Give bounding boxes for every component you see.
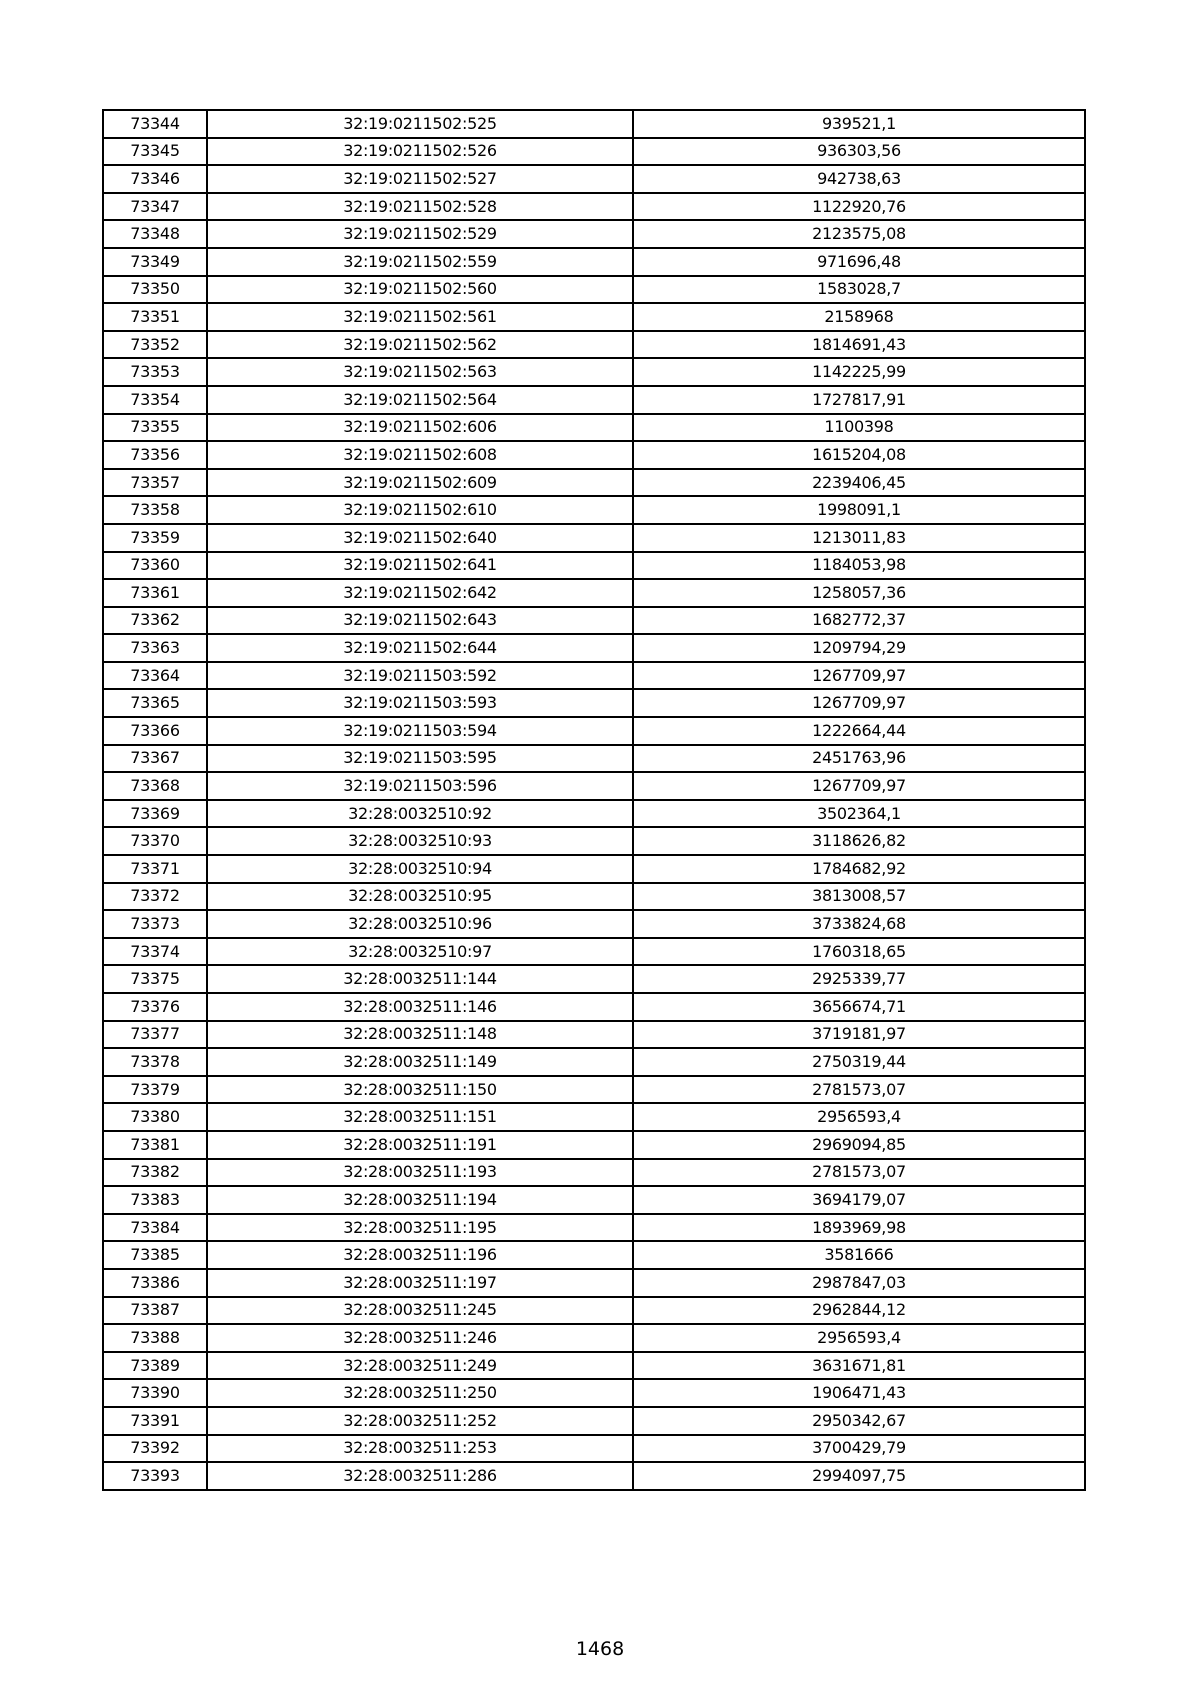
row-number-cell: 73347 [103,193,207,221]
cadastral-number-cell: 32:28:0032510:96 [207,910,633,938]
cadastral-value-cell: 3700429,79 [633,1435,1085,1463]
table-row [103,993,1085,1021]
cadastral-value-cell: 3733824,68 [633,910,1085,938]
row-number-cell: 73382 [103,1159,207,1187]
cadastral-value-cell: 1267709,97 [633,772,1085,800]
table-row [103,414,1085,442]
cadastral-value-cell: 1998091,1 [633,496,1085,524]
row-number-cell: 73361 [103,579,207,607]
row-number-cell: 73375 [103,965,207,993]
cadastral-value-cell: 3502364,1 [633,800,1085,828]
cadastral-value-cell: 2123575,08 [633,220,1085,248]
table-row [103,110,1085,138]
row-number-cell: 73371 [103,855,207,883]
cadastral-number-cell: 32:28:0032511:150 [207,1076,633,1104]
row-number-cell: 73359 [103,524,207,552]
row-number-cell: 73366 [103,717,207,745]
cadastral-value-cell: 2987847,03 [633,1269,1085,1297]
cadastral-value-cell: 1906471,43 [633,1379,1085,1407]
cadastral-value-cell: 1814691,43 [633,331,1085,359]
cadastral-value-cell: 2750319,44 [633,1048,1085,1076]
cadastral-number-cell: 32:28:0032511:148 [207,1021,633,1049]
row-number-cell: 73348 [103,220,207,248]
row-number-cell: 73384 [103,1214,207,1242]
table-row [103,276,1085,304]
row-number-cell: 73367 [103,745,207,773]
cadastral-value-table [102,109,1086,1491]
cadastral-number-cell: 32:28:0032510:93 [207,827,633,855]
cadastral-value-cell: 2451763,96 [633,745,1085,773]
row-number-cell: 73393 [103,1462,207,1490]
cadastral-value-cell: 1267709,97 [633,689,1085,717]
row-number-cell: 73373 [103,910,207,938]
cadastral-number-cell: 32:19:0211503:592 [207,662,633,690]
cadastral-number-cell: 32:19:0211503:593 [207,689,633,717]
cadastral-number-cell: 32:28:0032510:92 [207,800,633,828]
row-number-cell: 73360 [103,552,207,580]
table-row [103,1407,1085,1435]
cadastral-value-cell: 1258057,36 [633,579,1085,607]
table-row [103,552,1085,580]
table-row [103,1352,1085,1380]
table-row [103,248,1085,276]
row-number-cell: 73364 [103,662,207,690]
table-row [103,524,1085,552]
table-row [103,138,1085,166]
row-number-cell: 73389 [103,1352,207,1380]
row-number-cell: 73351 [103,303,207,331]
table-row [103,1214,1085,1242]
row-number-cell: 73386 [103,1269,207,1297]
cadastral-value-cell: 1583028,7 [633,276,1085,304]
row-number-cell: 73387 [103,1297,207,1325]
cadastral-value-cell: 2781573,07 [633,1076,1085,1104]
cadastral-number-cell: 32:28:0032511:249 [207,1352,633,1380]
table-row [103,1131,1085,1159]
table-row [103,1186,1085,1214]
row-number-cell: 73368 [103,772,207,800]
cadastral-number-cell: 32:28:0032511:196 [207,1241,633,1269]
cadastral-number-cell: 32:28:0032510:95 [207,883,633,911]
cadastral-value-cell: 1682772,37 [633,607,1085,635]
row-number-cell: 73349 [103,248,207,276]
row-number-cell: 73391 [103,1407,207,1435]
row-number-cell: 73379 [103,1076,207,1104]
cadastral-value-cell: 971696,48 [633,248,1085,276]
cadastral-value-cell: 2925339,77 [633,965,1085,993]
table-row [103,883,1085,911]
cadastral-number-cell: 32:19:0211502:641 [207,552,633,580]
row-number-cell: 73385 [103,1241,207,1269]
table-row [103,1048,1085,1076]
cadastral-value-cell: 2956593,4 [633,1103,1085,1131]
row-number-cell: 73362 [103,607,207,635]
row-number-cell: 73353 [103,358,207,386]
table-body [103,110,1085,1490]
table-row [103,965,1085,993]
cadastral-number-cell: 32:28:0032511:245 [207,1297,633,1325]
table-row [103,1076,1085,1104]
cadastral-number-cell: 32:28:0032511:144 [207,965,633,993]
cadastral-number-cell: 32:19:0211502:525 [207,110,633,138]
row-number-cell: 73346 [103,165,207,193]
cadastral-number-cell: 32:19:0211502:644 [207,634,633,662]
cadastral-number-cell: 32:28:0032511:194 [207,1186,633,1214]
row-number-cell: 73381 [103,1131,207,1159]
row-number-cell: 73344 [103,110,207,138]
table-row [103,1159,1085,1187]
cadastral-number-cell: 32:19:0211502:610 [207,496,633,524]
cadastral-number-cell: 32:19:0211502:642 [207,579,633,607]
cadastral-number-cell: 32:19:0211503:594 [207,717,633,745]
cadastral-value-cell: 3813008,57 [633,883,1085,911]
table-row [103,717,1085,745]
table-row [103,579,1085,607]
cadastral-number-cell: 32:19:0211502:560 [207,276,633,304]
table-row [103,1435,1085,1463]
table-row [103,689,1085,717]
table-row [103,1379,1085,1407]
cadastral-value-cell: 3656674,71 [633,993,1085,1021]
cadastral-value-cell: 3118626,82 [633,827,1085,855]
cadastral-value-cell: 3719181,97 [633,1021,1085,1049]
table-row [103,855,1085,883]
cadastral-value-cell: 2956593,4 [633,1324,1085,1352]
row-number-cell: 73354 [103,386,207,414]
cadastral-value-cell: 936303,56 [633,138,1085,166]
table-row [103,607,1085,635]
cadastral-number-cell: 32:19:0211502:640 [207,524,633,552]
cadastral-number-cell: 32:28:0032511:193 [207,1159,633,1187]
table-row [103,193,1085,221]
cadastral-number-cell: 32:19:0211502:606 [207,414,633,442]
cadastral-value-cell: 3694179,07 [633,1186,1085,1214]
table-row [103,1103,1085,1131]
cadastral-number-cell: 32:28:0032511:253 [207,1435,633,1463]
cadastral-value-cell: 1727817,91 [633,386,1085,414]
table-row [103,358,1085,386]
cadastral-value-cell: 1893969,98 [633,1214,1085,1242]
row-number-cell: 73369 [103,800,207,828]
table-row [103,220,1085,248]
table-row [103,386,1085,414]
table-row [103,634,1085,662]
cadastral-value-cell: 1784682,92 [633,855,1085,883]
cadastral-value-cell: 2950342,67 [633,1407,1085,1435]
row-number-cell: 73357 [103,469,207,497]
table-row [103,1241,1085,1269]
cadastral-value-cell: 2239406,45 [633,469,1085,497]
cadastral-number-cell: 32:19:0211502:562 [207,331,633,359]
table-row [103,827,1085,855]
row-number-cell: 73383 [103,1186,207,1214]
cadastral-number-cell: 32:28:0032511:250 [207,1379,633,1407]
cadastral-number-cell: 32:28:0032510:94 [207,855,633,883]
table-row [103,303,1085,331]
cadastral-number-cell: 32:19:0211502:559 [207,248,633,276]
table-row [103,800,1085,828]
row-number-cell: 73377 [103,1021,207,1049]
cadastral-number-cell: 32:28:0032511:195 [207,1214,633,1242]
cadastral-number-cell: 32:19:0211503:595 [207,745,633,773]
row-number-cell: 73355 [103,414,207,442]
table-row [103,1021,1085,1049]
table-row [103,910,1085,938]
table-row [103,1269,1085,1297]
cadastral-value-cell: 1122920,76 [633,193,1085,221]
cadastral-value-cell: 1100398 [633,414,1085,442]
row-number-cell: 73390 [103,1379,207,1407]
cadastral-number-cell: 32:28:0032510:97 [207,938,633,966]
cadastral-number-cell: 32:28:0032511:191 [207,1131,633,1159]
cadastral-value-cell: 1142225,99 [633,358,1085,386]
cadastral-number-cell: 32:19:0211502:609 [207,469,633,497]
table-row [103,441,1085,469]
row-number-cell: 73376 [103,993,207,1021]
table-row [103,469,1085,497]
cadastral-value-cell: 2994097,75 [633,1462,1085,1490]
row-number-cell: 73350 [103,276,207,304]
cadastral-value-cell: 1213011,83 [633,524,1085,552]
cadastral-value-cell: 1184053,98 [633,552,1085,580]
cadastral-number-cell: 32:19:0211502:561 [207,303,633,331]
row-number-cell: 73388 [103,1324,207,1352]
cadastral-number-cell: 32:19:0211502:528 [207,193,633,221]
table-row [103,772,1085,800]
cadastral-value-cell: 1209794,29 [633,634,1085,662]
table-row [103,165,1085,193]
table-row [103,496,1085,524]
cadastral-number-cell: 32:19:0211502:643 [207,607,633,635]
cadastral-value-cell: 3631671,81 [633,1352,1085,1380]
cadastral-value-cell: 942738,63 [633,165,1085,193]
table-row [103,662,1085,690]
table-row [103,1462,1085,1490]
table-row [103,745,1085,773]
cadastral-number-cell: 32:28:0032511:252 [207,1407,633,1435]
row-number-cell: 73392 [103,1435,207,1463]
cadastral-number-cell: 32:19:0211502:527 [207,165,633,193]
cadastral-number-cell: 32:28:0032511:286 [207,1462,633,1490]
row-number-cell: 73356 [103,441,207,469]
cadastral-number-cell: 32:28:0032511:151 [207,1103,633,1131]
cadastral-value-cell: 939521,1 [633,110,1085,138]
table-row [103,331,1085,359]
row-number-cell: 73380 [103,1103,207,1131]
table-row [103,1324,1085,1352]
cadastral-value-cell: 2158968 [633,303,1085,331]
cadastral-number-cell: 32:19:0211502:608 [207,441,633,469]
cadastral-number-cell: 32:19:0211502:563 [207,358,633,386]
cadastral-value-cell: 2969094,85 [633,1131,1085,1159]
cadastral-number-cell: 32:28:0032511:146 [207,993,633,1021]
row-number-cell: 73358 [103,496,207,524]
table-row [103,938,1085,966]
cadastral-value-cell: 1615204,08 [633,441,1085,469]
row-number-cell: 73374 [103,938,207,966]
cadastral-number-cell: 32:19:0211502:564 [207,386,633,414]
cadastral-value-cell: 1760318,65 [633,938,1085,966]
row-number-cell: 73378 [103,1048,207,1076]
row-number-cell: 73363 [103,634,207,662]
cadastral-value-cell: 1222664,44 [633,717,1085,745]
cadastral-number-cell: 32:28:0032511:197 [207,1269,633,1297]
row-number-cell: 73372 [103,883,207,911]
cadastral-number-cell: 32:28:0032511:149 [207,1048,633,1076]
row-number-cell: 73370 [103,827,207,855]
cadastral-number-cell: 32:19:0211502:529 [207,220,633,248]
cadastral-value-cell: 1267709,97 [633,662,1085,690]
table-row [103,1297,1085,1325]
row-number-cell: 73352 [103,331,207,359]
cadastral-number-cell: 32:28:0032511:246 [207,1324,633,1352]
row-number-cell: 73365 [103,689,207,717]
cadastral-value-cell: 2781573,07 [633,1159,1085,1187]
cadastral-number-cell: 32:19:0211503:596 [207,772,633,800]
page-number: 1468 [575,1638,625,1660]
cadastral-number-cell: 32:19:0211502:526 [207,138,633,166]
cadastral-value-cell: 3581666 [633,1241,1085,1269]
cadastral-value-cell: 2962844,12 [633,1297,1085,1325]
row-number-cell: 73345 [103,138,207,166]
